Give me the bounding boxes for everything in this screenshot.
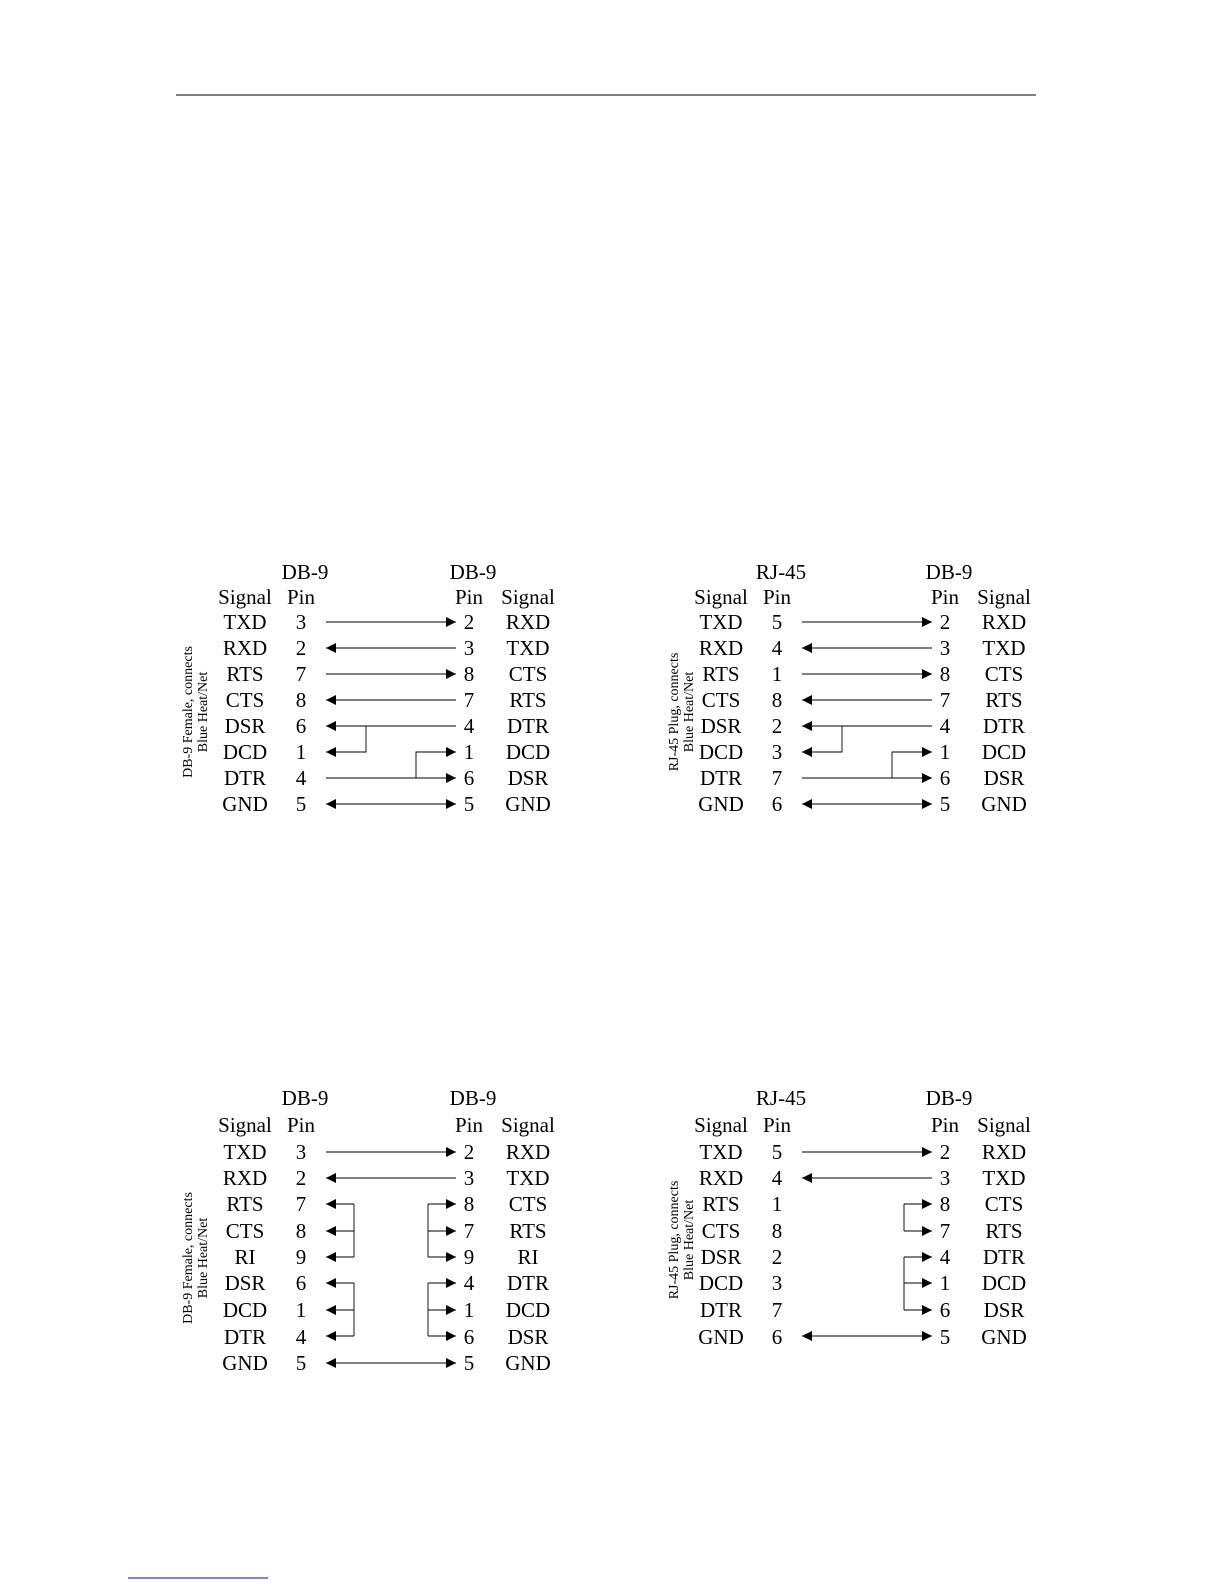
right-signal-label: CTS — [984, 662, 1024, 686]
right-pin-number: 6 — [463, 766, 475, 790]
right-signal-label: DSR — [983, 1298, 1025, 1322]
right-pin-header: Pin — [454, 585, 484, 609]
left-signal-label: DCD — [698, 740, 744, 764]
right-signal-label: TXD — [506, 1166, 550, 1190]
right-pin-number: 5 — [463, 792, 475, 816]
left-signal-label: GND — [698, 1325, 744, 1349]
left-signal-label: TXD — [223, 610, 267, 634]
right-signal-label: DSR — [983, 766, 1025, 790]
left-signal-label: DCD — [222, 1298, 268, 1322]
left-signal-label: CTS — [701, 688, 741, 712]
left-pin-number: 2 — [295, 636, 307, 660]
side-label — [181, 1192, 211, 1324]
right-signal-label: RXD — [981, 1140, 1027, 1164]
right-pin-number: 6 — [939, 1298, 951, 1322]
right-connector-title: DB-9 — [925, 560, 973, 584]
left-signal-label: DTR — [700, 766, 742, 790]
left-signal-label: GND — [222, 792, 268, 816]
right-pin-number: 8 — [463, 662, 475, 686]
right-pin-number: 3 — [939, 636, 951, 660]
right-pin-number: 5 — [939, 1325, 951, 1349]
pin-rows — [698, 610, 1027, 816]
right-pin-header: Pin — [930, 585, 960, 609]
right-pin-number: 7 — [463, 688, 475, 712]
left-signal-header: Signal — [694, 585, 748, 609]
right-signal-label: DCD — [505, 1298, 551, 1322]
right-pin-number: 4 — [463, 1271, 475, 1295]
left-signal-label: DSR — [224, 714, 266, 738]
right-signal-label: GND — [981, 1325, 1027, 1349]
side-label-line-2: Blue Heat/Net — [196, 1217, 211, 1299]
left-pin-number: 7 — [771, 766, 783, 790]
left-signal-label: RTS — [226, 1192, 264, 1216]
side-label — [667, 1181, 697, 1300]
right-pin-number: 2 — [939, 1140, 951, 1164]
left-signal-label: RI — [234, 1245, 256, 1269]
right-pin-number: 2 — [939, 610, 951, 634]
right-signal-label: RXD — [981, 610, 1027, 634]
left-pin-number: 7 — [771, 1298, 783, 1322]
wire-dtr-to-right-dcd — [892, 752, 932, 778]
right-pin-number: 2 — [463, 1140, 475, 1164]
left-signal-label: DCD — [222, 740, 268, 764]
left-pin-number: 8 — [771, 1219, 783, 1243]
side-label-line-2: Blue Heat/Net — [682, 671, 697, 753]
left-pin-number: 3 — [295, 1140, 307, 1164]
right-signal-label: DTR — [983, 714, 1025, 738]
left-pin-number: 7 — [295, 1192, 307, 1216]
left-pin-header: Pin — [286, 1113, 316, 1137]
right-signal-label: DSR — [507, 1325, 549, 1349]
right-pin-number: 4 — [939, 714, 951, 738]
left-pin-number: 1 — [295, 1298, 307, 1322]
right-signal-label: RXD — [505, 1140, 551, 1164]
pinout-diagram-2 — [667, 560, 1031, 816]
left-signal-label: GND — [698, 792, 744, 816]
left-pin-number: 9 — [295, 1245, 307, 1269]
right-pin-number: 2 — [463, 610, 475, 634]
right-signal-label: DTR — [983, 1245, 1025, 1269]
left-pin-number: 5 — [771, 610, 783, 634]
left-signal-label: CTS — [701, 1219, 741, 1243]
left-pin-number: 3 — [771, 740, 783, 764]
right-signal-header: Signal — [501, 1113, 555, 1137]
side-label-line-1: RJ-45 Plug, connects — [667, 1180, 682, 1300]
side-label-line-1: RJ-45 Plug, connects — [667, 652, 682, 772]
right-pin-number: 7 — [939, 1219, 951, 1243]
right-signal-label: DCD — [981, 740, 1027, 764]
left-pin-number: 3 — [771, 1271, 783, 1295]
left-pin-number: 6 — [295, 714, 307, 738]
right-signal-label: CTS — [508, 1192, 548, 1216]
right-pin-number: 1 — [939, 740, 951, 764]
right-signal-label: TXD — [982, 1166, 1026, 1190]
right-pin-header: Pin — [454, 1113, 484, 1137]
left-pin-number: 2 — [771, 1245, 783, 1269]
right-pin-number: 7 — [939, 688, 951, 712]
left-pin-header: Pin — [286, 585, 316, 609]
right-pin-number: 8 — [939, 1192, 951, 1216]
right-pin-number: 5 — [463, 1351, 475, 1375]
left-signal-label: DCD — [698, 1271, 744, 1295]
left-pin-number: 3 — [295, 610, 307, 634]
right-pin-number: 4 — [939, 1245, 951, 1269]
right-pin-number: 6 — [463, 1325, 475, 1349]
pin-rows — [222, 1140, 551, 1375]
right-signal-label: RTS — [509, 1219, 547, 1243]
right-signal-label: RI — [517, 1245, 539, 1269]
right-signal-label: DSR — [507, 766, 549, 790]
right-connector-title: DB-9 — [449, 1086, 497, 1110]
left-pin-number: 4 — [295, 1325, 307, 1349]
right-pin-number: 1 — [939, 1271, 951, 1295]
left-pin-number: 8 — [295, 688, 307, 712]
left-pin-number: 1 — [295, 740, 307, 764]
left-signal-label: DSR — [700, 1245, 742, 1269]
wire-dtr-to-dcd — [326, 726, 366, 752]
left-pin-number: 4 — [295, 766, 307, 790]
left-connector-title: DB-9 — [281, 1086, 329, 1110]
left-pin-header: Pin — [762, 1113, 792, 1137]
side-label-line-2: Blue Heat/Net — [682, 1199, 697, 1281]
right-signal-label: DTR — [507, 714, 549, 738]
right-pin-number: 5 — [939, 792, 951, 816]
pinout-diagram-3 — [181, 1086, 555, 1375]
left-signal-label: GND — [222, 1351, 268, 1375]
left-pin-number: 6 — [771, 1325, 783, 1349]
pinout-diagram-4 — [667, 1086, 1031, 1349]
right-signal-label: CTS — [984, 1192, 1024, 1216]
left-signal-label: RXD — [222, 636, 268, 660]
right-connector-title: DB-9 — [925, 1086, 973, 1110]
left-connector-title: RJ-45 — [755, 560, 807, 584]
left-signal-header: Signal — [218, 585, 272, 609]
left-signal-label: RTS — [702, 662, 740, 686]
left-signal-label: TXD — [699, 610, 743, 634]
side-label-line-1: DB-9 Female, connects — [181, 646, 196, 778]
left-pin-number: 1 — [771, 1192, 783, 1216]
left-signal-label: RXD — [222, 1166, 268, 1190]
left-pin-number: 2 — [771, 714, 783, 738]
left-signal-label: CTS — [225, 1219, 265, 1243]
left-pin-number: 5 — [771, 1140, 783, 1164]
left-pin-number: 5 — [295, 792, 307, 816]
pin-rows — [698, 1140, 1027, 1349]
left-pin-number: 4 — [771, 1166, 783, 1190]
left-signal-header: Signal — [218, 1113, 272, 1137]
side-label — [181, 646, 211, 778]
right-signal-label: TXD — [982, 636, 1026, 660]
left-pin-number: 8 — [771, 688, 783, 712]
left-pin-number: 6 — [771, 792, 783, 816]
left-signal-label: DTR — [224, 1325, 266, 1349]
right-pin-number: 4 — [463, 714, 475, 738]
left-pin-header: Pin — [762, 585, 792, 609]
wiring — [802, 1152, 932, 1336]
wire-dtr-to-right-dcd — [416, 752, 456, 778]
right-pin-number: 3 — [463, 1166, 475, 1190]
left-signal-label: RXD — [698, 636, 744, 660]
right-signal-label: GND — [505, 1351, 551, 1375]
left-pin-number: 1 — [771, 662, 783, 686]
left-signal-header: Signal — [694, 1113, 748, 1137]
right-signal-header: Signal — [977, 1113, 1031, 1137]
right-signal-label: GND — [981, 792, 1027, 816]
right-signal-label: DTR — [507, 1271, 549, 1295]
right-pin-number: 3 — [939, 1166, 951, 1190]
right-pin-number: 8 — [463, 1192, 475, 1216]
left-connector-title: DB-9 — [281, 560, 329, 584]
side-label — [667, 653, 697, 772]
left-signal-label: RTS — [702, 1192, 740, 1216]
right-pin-number: 9 — [463, 1245, 475, 1269]
right-pin-number: 1 — [463, 740, 475, 764]
right-signal-label: TXD — [506, 636, 550, 660]
left-pin-number: 4 — [771, 636, 783, 660]
pin-rows — [222, 610, 551, 816]
right-signal-label: GND — [505, 792, 551, 816]
side-label-line-2: Blue Heat/Net — [196, 671, 211, 753]
wiring — [326, 622, 456, 804]
left-pin-number: 6 — [295, 1271, 307, 1295]
right-signal-label: RXD — [505, 610, 551, 634]
pinout-diagram-1 — [181, 560, 555, 816]
left-pin-number: 8 — [295, 1219, 307, 1243]
right-signal-label: DCD — [981, 1271, 1027, 1295]
right-signal-label: RTS — [985, 688, 1023, 712]
right-pin-header: Pin — [930, 1113, 960, 1137]
right-signal-label: RTS — [509, 688, 547, 712]
left-signal-label: TXD — [223, 1140, 267, 1164]
right-signal-header: Signal — [501, 585, 555, 609]
right-connector-title: DB-9 — [449, 560, 497, 584]
right-signal-label: DCD — [505, 740, 551, 764]
left-pin-number: 2 — [295, 1166, 307, 1190]
side-label-line-1: DB-9 Female, connects — [181, 1192, 196, 1324]
right-pin-number: 1 — [463, 1298, 475, 1322]
left-signal-label: DTR — [224, 766, 266, 790]
right-pin-number: 3 — [463, 636, 475, 660]
left-signal-label: CTS — [225, 688, 265, 712]
left-signal-label: TXD — [699, 1140, 743, 1164]
right-pin-number: 8 — [939, 662, 951, 686]
wire-dtr-to-dcd — [802, 726, 842, 752]
right-signal-label: RTS — [985, 1219, 1023, 1243]
left-connector-title: RJ-45 — [755, 1086, 807, 1110]
left-signal-label: DSR — [224, 1271, 266, 1295]
left-pin-number: 7 — [295, 662, 307, 686]
wiring — [802, 622, 932, 804]
left-signal-label: RTS — [226, 662, 264, 686]
right-signal-header: Signal — [977, 585, 1031, 609]
right-pin-number: 7 — [463, 1219, 475, 1243]
left-pin-number: 5 — [295, 1351, 307, 1375]
left-signal-label: RXD — [698, 1166, 744, 1190]
left-signal-label: DSR — [700, 714, 742, 738]
right-signal-label: CTS — [508, 662, 548, 686]
left-signal-label: DTR — [700, 1298, 742, 1322]
wiring — [326, 1152, 456, 1363]
right-pin-number: 6 — [939, 766, 951, 790]
